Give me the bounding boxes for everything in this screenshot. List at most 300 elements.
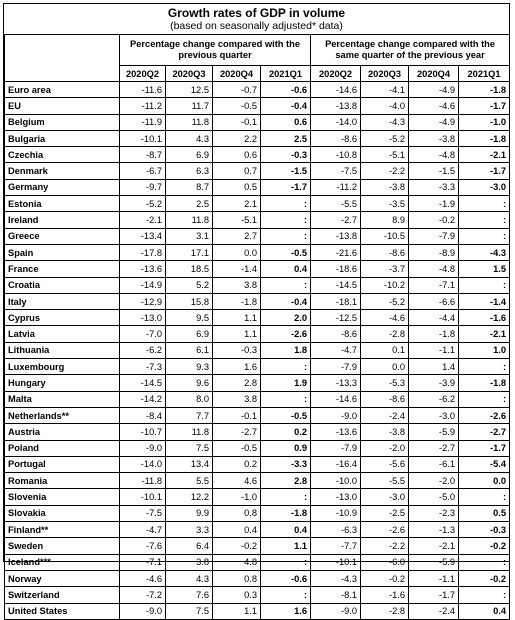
value-cell: -13.3 [311, 375, 361, 391]
value-cell: -4.9 [409, 114, 459, 130]
value-cell: 2.0 [261, 310, 311, 326]
value-cell: -7.9 [311, 359, 361, 375]
table-row [5, 277, 510, 293]
value-cell: -7.9 [409, 228, 459, 244]
table-row [5, 342, 510, 358]
value-cell: 0.8 [213, 505, 261, 521]
value-cell: -3.9 [409, 375, 459, 391]
value-cell: -4.4 [409, 310, 459, 326]
value-cell: -14.5 [311, 277, 361, 293]
value-cell: -10.5 [361, 228, 409, 244]
value-cell: -0.2 [459, 570, 510, 586]
value-cell: 12.5 [166, 82, 213, 98]
value-cell: -12.9 [120, 293, 166, 309]
value-cell: -10.1 [311, 554, 361, 570]
value-cell: -8.9 [409, 244, 459, 260]
value-cell: : [459, 212, 510, 228]
value-cell: -4.6 [409, 98, 459, 114]
value-cell: -14.0 [120, 456, 166, 472]
value-cell: : [261, 212, 311, 228]
country-name: Slovakia [5, 505, 120, 521]
value-cell: -0.2 [409, 212, 459, 228]
country-name: Luxembourg [5, 359, 120, 375]
value-cell: 2.1 [213, 196, 261, 212]
value-cell: -5.5 [311, 196, 361, 212]
value-cell: -1.8 [459, 375, 510, 391]
value-cell: : [261, 554, 311, 570]
value-cell: 0.2 [261, 424, 311, 440]
value-cell: -3.3 [409, 179, 459, 195]
value-cell: -10.2 [361, 277, 409, 293]
value-cell: -2.6 [361, 522, 409, 538]
value-cell: -2.8 [361, 326, 409, 342]
value-cell: -9.7 [120, 179, 166, 195]
value-cell: 9.5 [166, 310, 213, 326]
value-cell: 4.3 [166, 570, 213, 586]
value-cell: -0.4 [261, 293, 311, 309]
value-cell: -2.8 [361, 603, 409, 619]
value-cell: 6.1 [166, 342, 213, 358]
country-name: United States [5, 603, 120, 619]
value-cell: 9.6 [166, 375, 213, 391]
value-cell: -3.7 [361, 261, 409, 277]
value-cell: -21.6 [311, 244, 361, 260]
value-cell: -10.1 [120, 130, 166, 146]
table-row [5, 130, 510, 146]
value-cell: -6.2 [120, 342, 166, 358]
table-row [5, 456, 510, 472]
value-cell: 15.8 [166, 293, 213, 309]
value-cell: 3.8 [213, 277, 261, 293]
value-cell: -4.6 [120, 570, 166, 586]
value-cell: -1.3 [409, 522, 459, 538]
country-name: Greece [5, 228, 120, 244]
value-cell: 1.1 [261, 538, 311, 554]
value-cell: -6.1 [409, 456, 459, 472]
value-cell: -1.0 [213, 489, 261, 505]
value-cell: -13.0 [120, 310, 166, 326]
value-cell: 2.2 [213, 130, 261, 146]
country-name: Cyprus [5, 310, 120, 326]
value-cell: : [261, 196, 311, 212]
value-cell: 8.0 [166, 391, 213, 407]
value-cell: -2.4 [409, 603, 459, 619]
country-name: Malta [5, 391, 120, 407]
value-cell: -2.2 [361, 163, 409, 179]
value-cell: 0.0 [213, 244, 261, 260]
value-cell: -8.4 [120, 407, 166, 423]
country-name: Belgium [5, 114, 120, 130]
value-cell: 2.5 [261, 130, 311, 146]
table-row [5, 538, 510, 554]
table-row [5, 147, 510, 163]
table-row [5, 505, 510, 521]
value-cell: -0.3 [213, 342, 261, 358]
value-cell: 0.7 [213, 163, 261, 179]
value-cell: -5.0 [409, 489, 459, 505]
value-cell: : [459, 554, 510, 570]
value-cell: -9.0 [311, 603, 361, 619]
value-cell: -4.3 [361, 114, 409, 130]
value-cell: -2.5 [361, 505, 409, 521]
value-cell: -0.4 [261, 98, 311, 114]
value-cell: -5.3 [361, 375, 409, 391]
value-cell: -1.8 [261, 505, 311, 521]
country-name: Bulgaria [5, 130, 120, 146]
value-cell: 13.4 [166, 456, 213, 472]
value-cell: -11.2 [311, 179, 361, 195]
table-row [5, 522, 510, 538]
value-cell: 0.6 [213, 147, 261, 163]
value-cell: 3.8 [213, 391, 261, 407]
value-cell: 2.8 [213, 375, 261, 391]
value-cell: 8.9 [361, 212, 409, 228]
value-cell: -1.7 [459, 98, 510, 114]
value-cell: -0.1 [213, 114, 261, 130]
value-cell: -0.2 [213, 538, 261, 554]
country-name: Denmark [5, 163, 120, 179]
value-cell: -2.0 [361, 440, 409, 456]
quarter-header: 2020Q4 [213, 66, 261, 82]
table-subtitle: (based on seasonally adjusted* data) [170, 20, 343, 32]
country-name: Ireland [5, 212, 120, 228]
value-cell: -0.7 [213, 82, 261, 98]
value-cell: -11.6 [120, 82, 166, 98]
table-row [5, 261, 510, 277]
value-cell: 1.5 [459, 261, 510, 277]
value-cell: -8.6 [361, 244, 409, 260]
gdp-table-frame [3, 3, 510, 617]
group-header-row [5, 35, 510, 66]
value-cell: -9.0 [311, 407, 361, 423]
quarter-header: 2020Q2 [311, 66, 361, 82]
value-cell: 11.7 [166, 98, 213, 114]
value-cell: -1.6 [361, 587, 409, 603]
value-cell: -9.0 [120, 603, 166, 619]
value-cell: 6.9 [166, 147, 213, 163]
value-cell: -1.1 [409, 570, 459, 586]
value-cell: -1.9 [409, 196, 459, 212]
value-cell: -7.0 [120, 326, 166, 342]
value-cell: -5.5 [361, 473, 409, 489]
value-cell: -7.7 [311, 538, 361, 554]
value-cell: -8.6 [311, 130, 361, 146]
value-cell: 1.6 [213, 359, 261, 375]
quarter-header: 2020Q3 [361, 66, 409, 82]
value-cell: 0.1 [361, 342, 409, 358]
table-row [5, 359, 510, 375]
value-cell: -1.0 [459, 114, 510, 130]
value-cell: -3.5 [361, 196, 409, 212]
value-cell: -18.1 [311, 293, 361, 309]
value-cell: -7.1 [120, 554, 166, 570]
value-cell: -14.9 [120, 277, 166, 293]
value-cell: -4.7 [311, 342, 361, 358]
value-cell: 3.1 [166, 228, 213, 244]
value-cell: -0.2 [459, 538, 510, 554]
value-cell: -3.8 [409, 130, 459, 146]
value-cell: 18.5 [166, 261, 213, 277]
table-row [5, 424, 510, 440]
value-cell: -7.5 [120, 505, 166, 521]
value-cell: -2.1 [409, 538, 459, 554]
value-cell: : [459, 196, 510, 212]
value-cell: : [261, 391, 311, 407]
value-cell: -11.2 [120, 98, 166, 114]
table-row [5, 603, 510, 619]
table-body [5, 82, 510, 620]
value-cell: 6.3 [166, 163, 213, 179]
value-cell: -3.0 [459, 179, 510, 195]
value-cell: -1.8 [409, 326, 459, 342]
value-cell: 0.4 [459, 603, 510, 619]
quarter-header: 2020Q4 [409, 66, 459, 82]
value-cell: -1.8 [213, 293, 261, 309]
group-header-previous-year: Percentage change compared with the same quarter of the previous year [311, 35, 510, 66]
country-name: Portugal [5, 456, 120, 472]
value-cell: -5.2 [120, 196, 166, 212]
gdp-growth-table [4, 34, 510, 620]
value-cell: -10.1 [120, 489, 166, 505]
country-name: Finland** [5, 522, 120, 538]
value-cell: 1.1 [213, 603, 261, 619]
value-cell: -6.0 [361, 554, 409, 570]
country-name: Hungary [5, 375, 120, 391]
value-cell: 0.4 [261, 261, 311, 277]
value-cell: -2.1 [459, 147, 510, 163]
value-cell: -13.6 [120, 261, 166, 277]
value-cell: -4.3 [459, 244, 510, 260]
value-cell: 0.2 [213, 456, 261, 472]
value-cell: -1.4 [459, 293, 510, 309]
value-cell: -0.3 [261, 147, 311, 163]
value-cell: -5.9 [409, 554, 459, 570]
value-cell: 0.4 [261, 522, 311, 538]
table-row [5, 375, 510, 391]
value-cell: -2.4 [361, 407, 409, 423]
value-cell: : [261, 489, 311, 505]
quarter-header: 2021Q1 [459, 66, 510, 82]
table-row [5, 293, 510, 309]
value-cell: -10.8 [311, 147, 361, 163]
country-name: Iceland*** [5, 554, 120, 570]
value-cell: -13.8 [311, 228, 361, 244]
value-cell: -8.1 [311, 587, 361, 603]
value-cell: -12.5 [311, 310, 361, 326]
table-row [5, 196, 510, 212]
value-cell: -6.3 [311, 522, 361, 538]
country-name: Estonia [5, 196, 120, 212]
value-cell: 7.5 [166, 440, 213, 456]
value-cell: 2.5 [166, 196, 213, 212]
value-cell: -7.1 [409, 277, 459, 293]
value-cell: -17.8 [120, 244, 166, 260]
value-cell: -13.6 [311, 424, 361, 440]
value-cell: -5.2 [361, 293, 409, 309]
country-name: France [5, 261, 120, 277]
table-row [5, 473, 510, 489]
country-name: Latvia [5, 326, 120, 342]
value-cell: -0.3 [459, 522, 510, 538]
value-cell: -10.9 [311, 505, 361, 521]
value-cell: 2.8 [261, 473, 311, 489]
value-cell: -5.4 [459, 456, 510, 472]
value-cell: -1.6 [459, 310, 510, 326]
value-cell: -1.8 [459, 82, 510, 98]
value-cell: : [459, 391, 510, 407]
value-cell: -7.2 [120, 587, 166, 603]
table-row [5, 554, 510, 570]
country-name: Spain [5, 244, 120, 260]
table-row [5, 98, 510, 114]
value-cell: -5.1 [361, 147, 409, 163]
table-row [5, 570, 510, 586]
value-cell: -1.7 [459, 163, 510, 179]
value-cell: -3.0 [409, 407, 459, 423]
value-cell: 0.9 [261, 440, 311, 456]
country-name: Norway [5, 570, 120, 586]
value-cell: 0.3 [213, 587, 261, 603]
value-cell: 0.5 [459, 505, 510, 521]
value-cell: -13.8 [311, 98, 361, 114]
value-cell: 6.4 [166, 538, 213, 554]
quarter-header: 2020Q2 [120, 66, 166, 82]
value-cell: -1.7 [459, 440, 510, 456]
value-cell: -4.8 [409, 261, 459, 277]
table-row [5, 489, 510, 505]
value-cell: 8.7 [166, 179, 213, 195]
value-cell: -1.7 [409, 587, 459, 603]
value-cell: -9.0 [120, 440, 166, 456]
table-row [5, 391, 510, 407]
value-cell: : [459, 489, 510, 505]
value-cell: -0.6 [261, 82, 311, 98]
table-row [5, 310, 510, 326]
value-cell: -2.2 [361, 538, 409, 554]
value-cell: -14.6 [311, 82, 361, 98]
value-cell: -2.7 [409, 440, 459, 456]
table-row [5, 244, 510, 260]
value-cell: -3.8 [361, 424, 409, 440]
country-name: Czechia [5, 147, 120, 163]
value-cell: -0.2 [361, 570, 409, 586]
value-cell: : [459, 277, 510, 293]
value-cell: -5.1 [213, 212, 261, 228]
value-cell: 1.4 [409, 359, 459, 375]
value-cell: 9.3 [166, 359, 213, 375]
value-cell: -4.7 [120, 522, 166, 538]
country-name: EU [5, 98, 120, 114]
quarter-header: 2020Q3 [166, 66, 213, 82]
value-cell: -4.8 [409, 147, 459, 163]
value-cell: -1.4 [213, 261, 261, 277]
value-cell: -0.5 [261, 244, 311, 260]
value-cell: : [261, 277, 311, 293]
value-cell: : [261, 587, 311, 603]
value-cell: -2.1 [120, 212, 166, 228]
value-cell: -8.6 [311, 326, 361, 342]
group-header-previous-quarter: Percentage change compared with the previous quarter [120, 35, 311, 66]
value-cell: -3.3 [261, 456, 311, 472]
value-cell: : [261, 228, 311, 244]
value-cell: -8.6 [361, 391, 409, 407]
value-cell: 4.8 [213, 554, 261, 570]
value-cell: -16.4 [311, 456, 361, 472]
table-row [5, 114, 510, 130]
value-cell: : [459, 587, 510, 603]
country-name: Germany [5, 179, 120, 195]
value-cell: 3.8 [166, 554, 213, 570]
value-cell: -2.6 [459, 407, 510, 423]
value-cell: 1.1 [213, 326, 261, 342]
value-cell: -5.2 [361, 130, 409, 146]
value-cell: -2.0 [409, 473, 459, 489]
value-cell: -7.6 [120, 538, 166, 554]
country-name: Netherlands** [5, 407, 120, 423]
value-cell: 11.8 [166, 114, 213, 130]
corner-cell [5, 35, 120, 66]
value-cell: 9.9 [166, 505, 213, 521]
country-name: Italy [5, 293, 120, 309]
quarter-header-row [5, 66, 510, 82]
table-row [5, 82, 510, 98]
value-cell: -0.5 [213, 440, 261, 456]
value-cell: -13.0 [311, 489, 361, 505]
table-title: Growth rates of GDP in volume [167, 6, 346, 20]
value-cell: 0.0 [459, 473, 510, 489]
value-cell: -8.7 [120, 147, 166, 163]
value-cell: 7.5 [166, 603, 213, 619]
value-cell: -0.6 [261, 570, 311, 586]
value-cell: 4.3 [166, 130, 213, 146]
value-cell: -5.6 [361, 456, 409, 472]
value-cell: -5.9 [409, 424, 459, 440]
country-name: Lithuania [5, 342, 120, 358]
value-cell: -4.3 [311, 570, 361, 586]
table-row [5, 440, 510, 456]
value-cell: 1.1 [213, 310, 261, 326]
country-name: Switzerland [5, 587, 120, 603]
value-cell: -0.5 [261, 407, 311, 423]
table-row [5, 228, 510, 244]
value-cell: -2.7 [311, 212, 361, 228]
value-cell: : [459, 228, 510, 244]
value-cell: -0.1 [213, 407, 261, 423]
table-row [5, 326, 510, 342]
value-cell: 11.8 [166, 212, 213, 228]
country-name: Poland [5, 440, 120, 456]
table-row [5, 163, 510, 179]
value-cell: -1.5 [409, 163, 459, 179]
country-name: Croatia [5, 277, 120, 293]
value-cell: -11.9 [120, 114, 166, 130]
value-cell: -6.7 [120, 163, 166, 179]
value-cell: 1.6 [261, 603, 311, 619]
value-cell: 1.9 [261, 375, 311, 391]
value-cell: -1.5 [261, 163, 311, 179]
value-cell: -18.6 [311, 261, 361, 277]
value-cell: 1.0 [459, 342, 510, 358]
value-cell: -10.7 [120, 424, 166, 440]
value-cell: -2.1 [459, 326, 510, 342]
table-row [5, 587, 510, 603]
value-cell: 0.8 [213, 570, 261, 586]
value-cell: -14.2 [120, 391, 166, 407]
value-cell: -2.7 [459, 424, 510, 440]
value-cell: 0.0 [361, 359, 409, 375]
value-cell: 3.3 [166, 522, 213, 538]
table-row [5, 179, 510, 195]
